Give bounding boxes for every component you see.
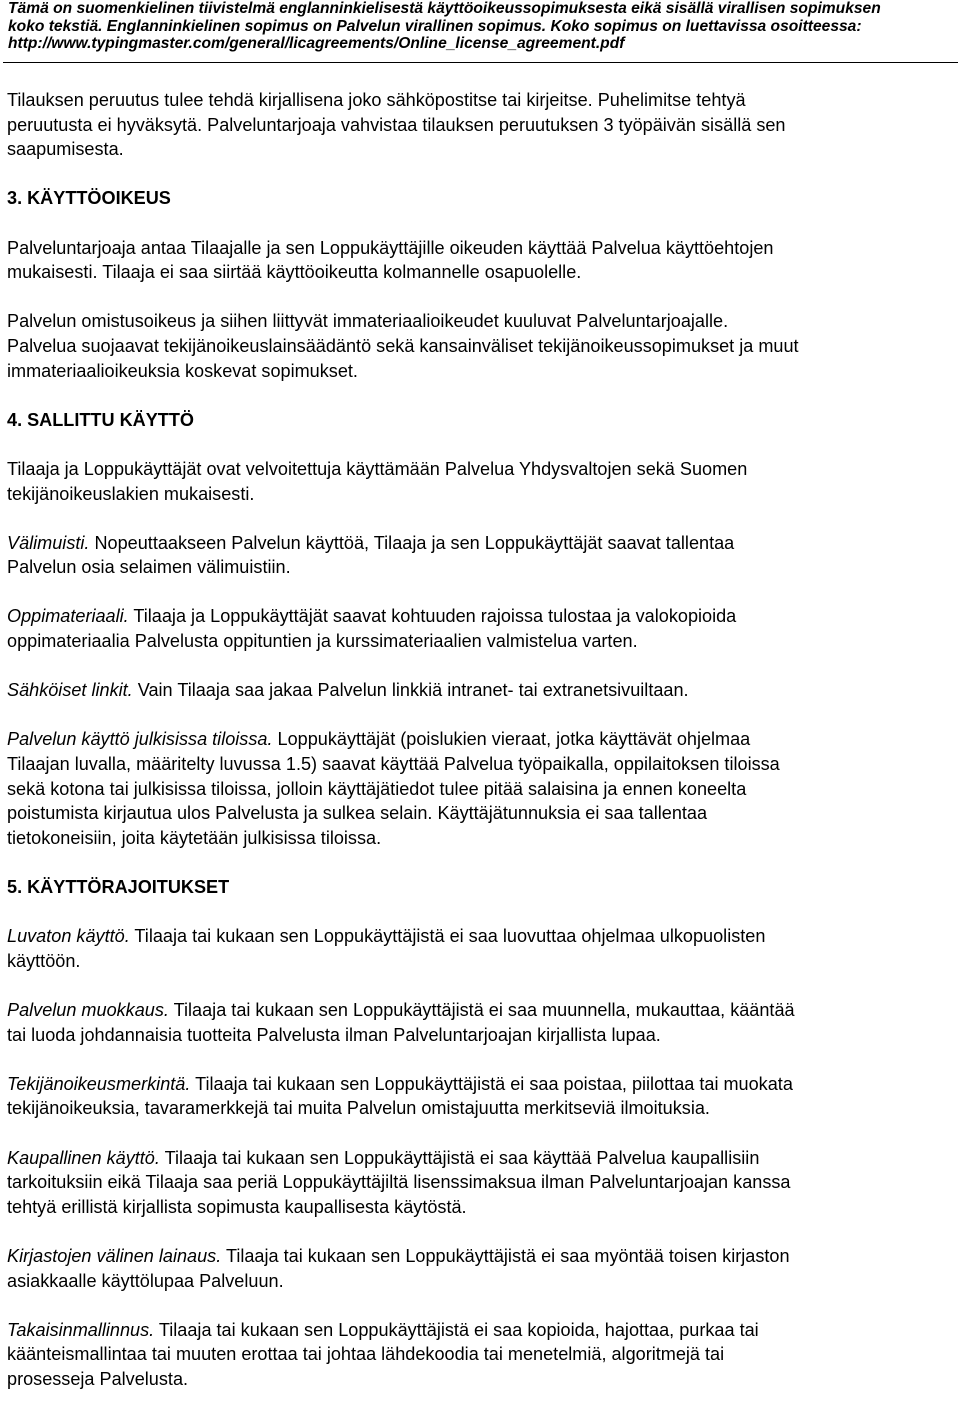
text-line: Tilaaja ja Loppukäyttäjät ovat velvoitettuja käyttämään Palvelua Yhdysvaltojen sekä Suomen: [7, 458, 748, 479]
clause-palvelun-muokkaus: [7, 998, 955, 1047]
text-line: tekijänoikeuksia, tavaramerkkejä tai muita Palvelun omistajuutta merkitseviä ilmoituksia.: [7, 1098, 710, 1119]
clause-term: Oppimateriaali.: [7, 606, 129, 627]
clause-takaisinmallinnus: [7, 1318, 955, 1392]
clause-term: Kirjastojen välinen lainaus.: [7, 1245, 222, 1266]
text-line: Palveluntarjoaja antaa Tilaajalle ja sen Loppukäyttäjille oikeuden käyttää Palvelua käyttöehtojen: [7, 237, 774, 258]
clause-kaupallinen-kaytto: [7, 1146, 955, 1220]
text-line: Palvelun osia selaimen välimuistiin.: [7, 557, 291, 578]
clause-term: Palvelun käyttö julkisissa tiloissa.: [7, 729, 273, 750]
header-divider: [3, 62, 958, 63]
text-line: Tilauksen peruutus tulee tehdä kirjallisena joko sähköpostitse tai kirjeitse. Puhelimitse tehtyä: [7, 90, 746, 110]
clause-luvaton-kaytto: [7, 924, 955, 973]
clause-text: Tilaaja tai kukaan sen Loppukäyttäjistä ei saa kopioida, hajottaa, purkaa tai: [154, 1319, 759, 1340]
cancellation-paragraph: [7, 88, 955, 162]
clause-term: Luvaton käyttö.: [7, 926, 130, 947]
text-line: tekijänoikeuslakien mukaisesti.: [7, 483, 255, 504]
text-line: käyttöön.: [7, 950, 81, 971]
text-line: tarkoituksiin eikä Tilaaja saa periä Loppukäyttäjiltä lisenssimaksua ilman Palveluntarjoajan kanssa: [7, 1172, 791, 1193]
clause-sahkoiset-linkit: [7, 678, 955, 703]
clause-term: Välimuisti.: [7, 532, 90, 553]
clause-oppimateriaali: [7, 604, 955, 653]
clause-text: Tilaaja tai kukaan sen Loppukäyttäjistä ei saa käyttää Palvelua kaupallisiin: [159, 1147, 760, 1168]
clause-text: Tilaaja tai kukaan sen Loppukäyttäjistä ei saa luovuttaa ohjelmaa ulkopuolisten: [129, 926, 766, 947]
section-heading-kayttooikeus: 3. KÄYTTÖOIKEUS: [7, 188, 171, 209]
section-heading-sallittu-kaytto: 4. SALLITTU KÄYTTÖ: [7, 409, 194, 430]
paragraph: [7, 236, 955, 285]
text-line: tehtyä erillistä kirjallista sopimusta kaupallisesta käytöstä.: [7, 1196, 467, 1217]
text-line: immateriaalioikeuksia koskevat sopimukset.: [7, 360, 358, 381]
clause-text: Tilaaja tai kukaan sen Loppukäyttäjistä ei saa myöntää toisen kirjaston: [221, 1245, 790, 1266]
clause-text: Vain Tilaaja saa jakaa Palvelun linkkiä intranet- tai extranetsivuiltaan.: [132, 680, 689, 701]
translation-notice-header: [8, 0, 958, 53]
text-line: Palvelun omistusoikeus ja siihen liittyvät immateriaalioikeudet kuuluvat Palveluntarjoajalle.: [7, 311, 729, 332]
clause-term: Tekijänoikeusmerkintä.: [7, 1073, 191, 1094]
clause-text: Loppukäyttäjät (poislukien vieraat, jotka käyttävät ohjelmaa: [272, 729, 751, 750]
text-line: asiakkaalle käyttölupaa Palveluun.: [7, 1270, 284, 1291]
clause-text: Tilaaja tai kukaan sen Loppukäyttäjistä ei saa muunnella, mukauttaa, kääntää: [168, 999, 795, 1020]
section-heading-kayttorajoitukset: 5. KÄYTTÖRAJOITUKSET: [7, 877, 230, 897]
text-line: prosesseja Palvelusta.: [7, 1368, 189, 1389]
text-line: saapumisesta.: [7, 139, 124, 160]
header-line: Tämä on suomenkielinen tiivistelmä englanninkielisestä käyttöoikeussopimuksesta eikä sisällä virallisen sopimuksen: [8, 0, 881, 17]
clause-kirjastojen-lainaus: [7, 1244, 955, 1293]
paragraph: [7, 309, 955, 383]
header-line: koko tekstiä. Englanninkielinen sopimus on Palvelun virallinen sopimus. Koko sopimus on luettavissa osoitteessa:: [8, 17, 862, 35]
text-line: Palvelua suojaavat tekijänoikeuslainsäädäntö sekä kansainväliset tekijänoikeussopimukset ja muut: [7, 335, 799, 356]
paragraph: [7, 457, 955, 506]
text-line: käänteismallintaa tai muuten erottaa tai johtaa lähdekoodia tai menetelmiä, algoritmejä tai: [7, 1344, 725, 1365]
text-line: poistumista kirjautua ulos Palvelusta ja sulkea selain. Käyttäjätunnuksia ei saa tallentaa: [7, 803, 708, 824]
clause-valimuisti: [7, 531, 955, 580]
text-line: oppimateriaalia Palvelusta oppituntien ja kurssimateriaalien valmistelua varten.: [7, 631, 638, 652]
text-line: tai luoda johdannaisia tuotteita Palvelusta ilman Palveluntarjoajan kirjallista lupaa.: [7, 1024, 661, 1045]
header-link-line: http://www.typingmaster.com/general/licagreements/Online_license_agreement.pdf: [8, 35, 625, 52]
clause-text: Tilaaja ja Loppukäyttäjät saavat kohtuuden rajoissa tulostaa ja valokopioida: [128, 606, 737, 627]
clause-term: Sähköiset linkit.: [7, 680, 133, 701]
clause-term: Takaisinmallinnus.: [7, 1319, 155, 1340]
clause-julkiset-tilat: [7, 727, 955, 850]
clause-tekijanoikeusmerkinta: [7, 1072, 955, 1121]
document-body: [7, 88, 955, 1391]
clause-text: Nopeuttaakseen Palvelun käyttöä, Tilaaja ja sen Loppukäyttäjät saavat tallentaa: [89, 532, 735, 553]
clause-term: Palvelun muokkaus.: [7, 999, 169, 1020]
text-line: Tilaajan luvalla, määritelty luvussa 1.5) saavat käyttää Palvelua työpaikalla, oppilaitoksen tiloissa: [7, 754, 780, 775]
text-line: peruutusta ei hyväksytä. Palveluntarjoaja vahvistaa tilauksen peruutuksen 3 työpäivän sisällä sen: [7, 114, 786, 135]
text-line: tietokoneisiin, joita käytetään julkisissa tiloissa.: [7, 827, 382, 848]
clause-term: Kaupallinen käyttö.: [7, 1147, 160, 1168]
clause-text: Tilaaja tai kukaan sen Loppukäyttäjistä ei saa poistaa, piilottaa tai muokata: [190, 1073, 793, 1094]
text-line: mukaisesti. Tilaaja ei saa siirtää käyttöoikeutta kolmannelle osapuolelle.: [7, 262, 582, 283]
text-line: sekä kotona tai julkisissa tiloissa, jolloin käyttäjätiedot tulee pitää salaisina ja ennen koneelta: [7, 778, 747, 799]
